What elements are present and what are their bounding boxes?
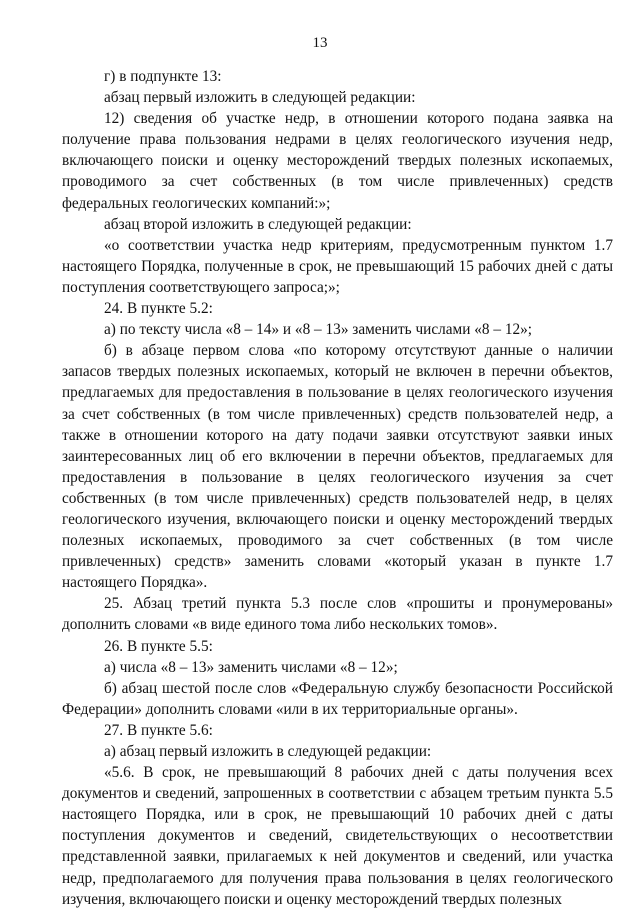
paragraph-24-b: б) в абзаце первом слова «по которому отсутствуют данные о наличии запасов твердых полезных ископаемых, который не включен в перечни объектов, предлагаемых для предоставления в пользование в целях геологического изучения за счет собственных (в том числе привлеченных) средств пользователей недр, а также в отношении которого на дату подачи заявки отсутствуют заявки иных заинтересованных лиц об его включении в перечни объектов, предлагаемых для предоставления в пользование в целях геологического изучения за счет собственных (в том числе привлеченных) средств пользователей недр, в целях геологического изучения, включающего поиски и оценку месторождений твердых полезных ископаемых, проводимого за счет собственных (в том числе привлеченных) средств» заменить словами «который указан в пункте 1.7 настоящего Порядка». (62, 342, 613, 592)
paragraph-first-abzac-edit: абзац первый изложить в следующей редакции: (104, 89, 416, 107)
paragraph-point-26: 26. В пункте 5.5: (104, 637, 213, 655)
paragraph-second-abzac-edit: абзац второй изложить в следующей редакции: (104, 215, 412, 233)
paragraph-item-12: 12) сведения об участке недр, в отношении которого подана заявка на получение права пользования недрами в целях геологического изучения недр, включающего поиски и оценку месторождений твердых полезных ископаемых, проводимого за счет собственных (в том числе привлеченных) средств федеральных геологических компаний:»; (62, 110, 613, 212)
paragraph-24-a: а) по тексту числа «8 – 14» и «8 – 13» заменить числами «8 – 12»; (104, 321, 533, 339)
paragraph-point-27: 27. В пункте 5.6: (104, 721, 213, 739)
paragraph-item-5-6: «5.6. В срок, не превышающий 8 рабочих дней с даты получения всех документов и сведений, запрошенных в соответствии с абзацем третьим пункта 5.5 настоящего Порядка, или в срок, не превышающий 10 рабочих дней с даты поступления документов и сведений, свидетельствующих о несоответствии представленной заявки, прилагаемых к ней документов и сведений, или участка недр, предполагаемого для получения права пользования в целях геологического изучения, включающего поиски и оценку месторождений твердых полезных (62, 764, 613, 908)
paragraph-27-a: а) абзац первый изложить в следующей редакции: (104, 743, 432, 760)
paragraph-point-24: 24. В пункте 5.2: (104, 300, 213, 318)
paragraph-26-b: б) абзац шестой после слов «Федеральную службу безопасности Российской Федерации» дополнить словами «или в их территориальные органы». (62, 679, 613, 718)
page-number: 13 (312, 35, 328, 51)
paragraph-point-25: 25. Абзац третий пункта 5.3 после слов «прошиты и пронумерованы» дополнить словами «в виде единого тома либо нескольких томов». (62, 595, 613, 634)
paragraph-26-a: а) числа «8 – 13» заменить числами «8 – 12»; (104, 658, 398, 676)
paragraph-subpoint-g: г) в подпункте 13: (104, 68, 222, 85)
document-body (62, 66, 613, 910)
paragraph-criteria-compliance: «о соответствии участка недр критериям, предусмотренным пунктом 1.7 настоящего Порядка, полученные в срок, не превышающий 15 рабочих дней с даты поступления соответствующего запроса;»; (62, 236, 613, 296)
